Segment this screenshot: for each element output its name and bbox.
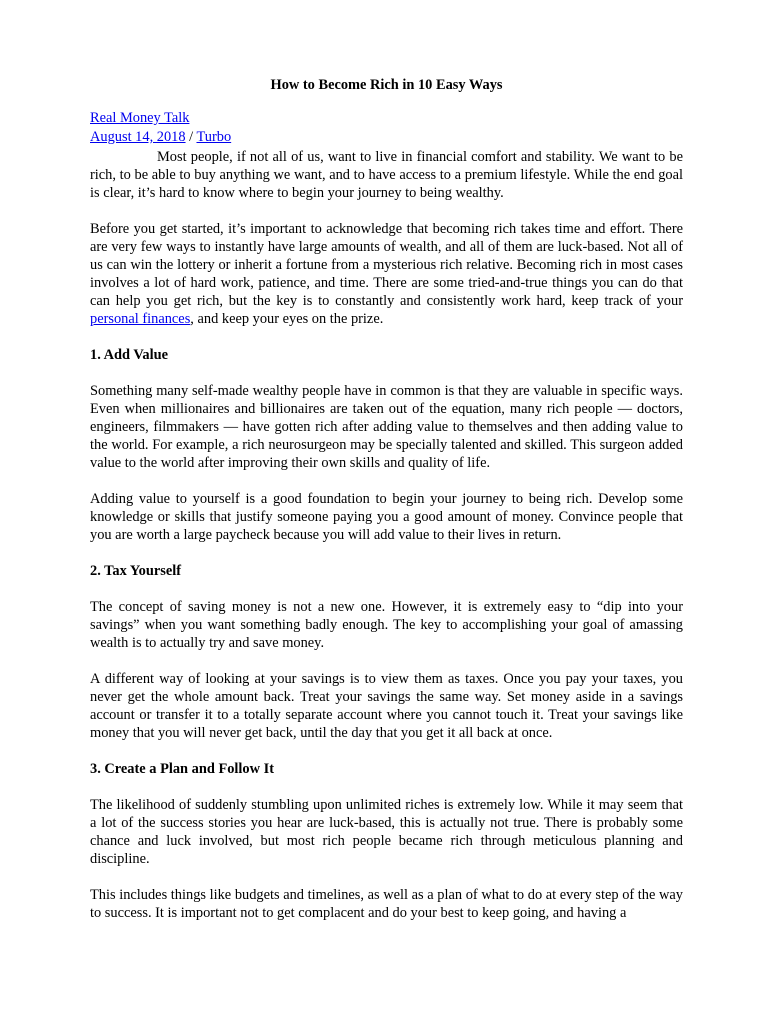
personal-finances-link[interactable]: personal finances <box>90 311 191 327</box>
intro-paragraph-2-text-a: Before you get started, it’s important to acknowledge that becoming rich takes time and effort. There are very few ways to instantly have large amounts of wealth, and all of them are luck-based. Not all of us can win the lottery or inherit a fortune from a mysterious rich relative. Becoming rich in most cases involves a lot of hard work, patience, and time. There are some tried-and-true things you can do that can help you get rich, but the key is to constantly and consistently work hard, keep track of your <box>90 221 683 309</box>
article-byline <box>90 128 683 147</box>
section-2-heading: 2. Tax Yourself <box>90 563 182 579</box>
section-1-paragraph-1: Something many self-made wealthy people have in common is that they are valuable in specific ways. Even when millionaires and billionaires are taken out of the equation, many rich people — doctors, engineers, filmmakers — have gotten rich after adding value to themselves and then adding value to the world. For example, a rich neurosurgeon may be specially talented and skilled. This surgeon added value to the world after improving their own skills and quality of life. <box>90 383 683 471</box>
section-1-heading: 1. Add Value <box>90 347 168 363</box>
section-2-paragraph-1: The concept of saving money is not a new one. However, it is extremely easy to “dip into your savings” when you want something badly enough. The key to accomplishing your goal of amassing wealth is to actually try and save money. <box>90 599 683 651</box>
section-3-heading: 3. Create a Plan and Follow It <box>90 761 275 777</box>
intro-paragraph-2 <box>90 220 683 328</box>
intro-paragraph-2-text-b: , and keep your eyes on the prize. <box>190 311 384 327</box>
article-title: How to Become Rich in 10 Easy Ways <box>270 77 503 93</box>
article-source-line <box>90 109 683 128</box>
section-1-paragraph-2: Adding value to yourself is a good foundation to begin your journey to being rich. Develop some knowledge or skills that justify someone paying you a good amount of money. Convince people that you are worth a large paycheck because you will add value to their lives in return. <box>90 491 683 543</box>
byline-separator: / <box>185 129 197 145</box>
section-2-paragraph-2: A different way of looking at your savings is to view them as taxes. Once you pay your taxes, you never get the whole amount back. Treat your savings the same way. Set money aside in a savings account or transfer it to a totally separate account where you cannot touch it. Treat your savings like money that you will never get back, until the day that you get it all back at once. <box>90 671 683 741</box>
author-link[interactable]: Turbo <box>196 129 232 145</box>
source-link[interactable]: Real Money Talk <box>90 110 190 126</box>
intro-paragraph-1: Most people, if not all of us, want to live in financial comfort and stability. We want to be rich, to be able to buy anything we want, and to have access to a premium lifestyle. While the end goal is clear, it’s hard to know where to begin your journey to being wealthy. <box>90 149 683 201</box>
section-3-paragraph-2: This includes things like budgets and timelines, as well as a plan of what to do at every step of the way to success. It is important not to get complacent and do your best to keep going, and having a <box>90 887 683 921</box>
section-3-paragraph-1: The likelihood of suddenly stumbling upon unlimited riches is extremely low. While it may seem that a lot of the success stories you hear are luck-based, this is actually not true. There is probably some chance and luck involved, but most rich people became rich through meticulous planning and discipline. <box>90 797 683 867</box>
date-link[interactable]: August 14, 2018 <box>90 129 186 145</box>
